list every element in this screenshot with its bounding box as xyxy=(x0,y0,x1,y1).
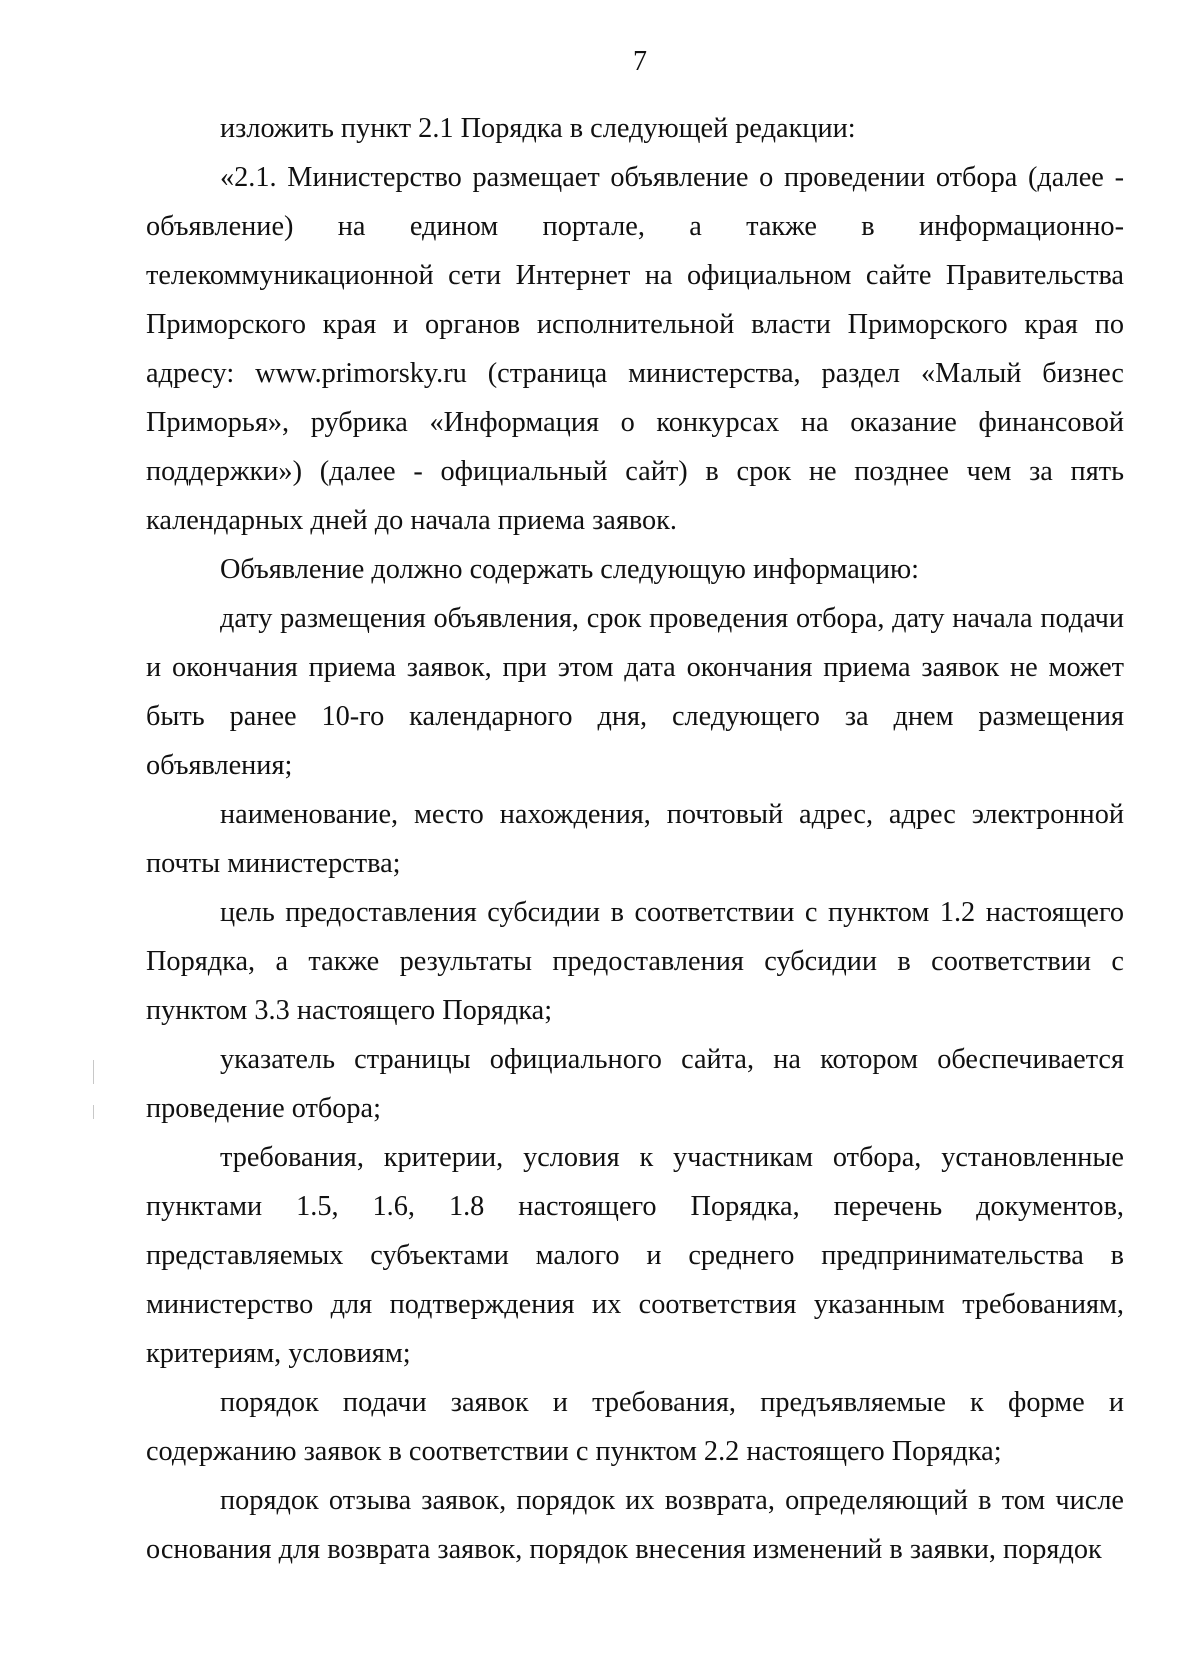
paragraph-2-1: «2.1. Министерство размещает объявление о проведении отбора (далее - объявление) на едином портале, а также в информационно-телекоммуникационной сети Интернет на официальном сайте Правительства Приморского края и органов исполнительной власти Приморского края по адресу: www.primorsky.ru (страница министерства, раздел «Малый бизнес Приморья», рубрика «Информация о конкурсах на оказание финансовой поддержки») (далее - официальный сайт) в срок не позднее чем за пять календарных дней до начала приема заявок. xyxy=(146,162,1124,536)
scan-mark xyxy=(93,1105,94,1119)
page-number: 7 xyxy=(633,46,647,77)
paragraph-withdrawal-order: порядок отзыва заявок, порядок их возврата, определяющий в том числе основания для возврата заявок, порядок внесения изменений в заявки, порядок xyxy=(146,1485,1124,1565)
paragraph-dates: дату размещения объявления, срок проведения отбора, дату начала подачи и окончания приема заявок, при этом дата окончания приема заявок не может быть ранее 10-го календарного дня, следующего за днем размещения объявления; xyxy=(146,603,1124,781)
paragraph-submission-order: порядок подачи заявок и требования, предъявляемые к форме и содержанию заявок в соответствии с пунктом 2.2 настоящего Порядка; xyxy=(146,1387,1124,1467)
paragraph-announcement-contents: Объявление должно содержать следующую информацию: xyxy=(220,554,920,585)
paragraph-ministry-details: наименование, место нахождения, почтовый адрес, адрес электронной почты министерства; xyxy=(146,799,1124,879)
paragraph-site-pointer: указатель страницы официального сайта, на котором обеспечивается проведение отбора; xyxy=(146,1044,1124,1124)
document-body xyxy=(146,104,1124,1574)
scan-mark xyxy=(93,1060,94,1084)
paragraph-subsidy-purpose: цель предоставления субсидии в соответствии с пунктом 1.2 настоящего Порядка, а также результаты предоставления субсидии в соответствии с пунктом 3.3 настоящего Порядка; xyxy=(146,897,1124,1026)
paragraph-requirements: требования, критерии, условия к участникам отбора, установленные пунктами 1.5, 1.6, 1.8 настоящего Порядка, перечень документов, представляемых субъектами малого и среднего предпринимательства в министерство для подтверждения их соответствия указанным требованиям, критериям, условиям; xyxy=(146,1142,1124,1369)
paragraph-intro: изложить пункт 2.1 Порядка в следующей редакции: xyxy=(220,113,856,144)
